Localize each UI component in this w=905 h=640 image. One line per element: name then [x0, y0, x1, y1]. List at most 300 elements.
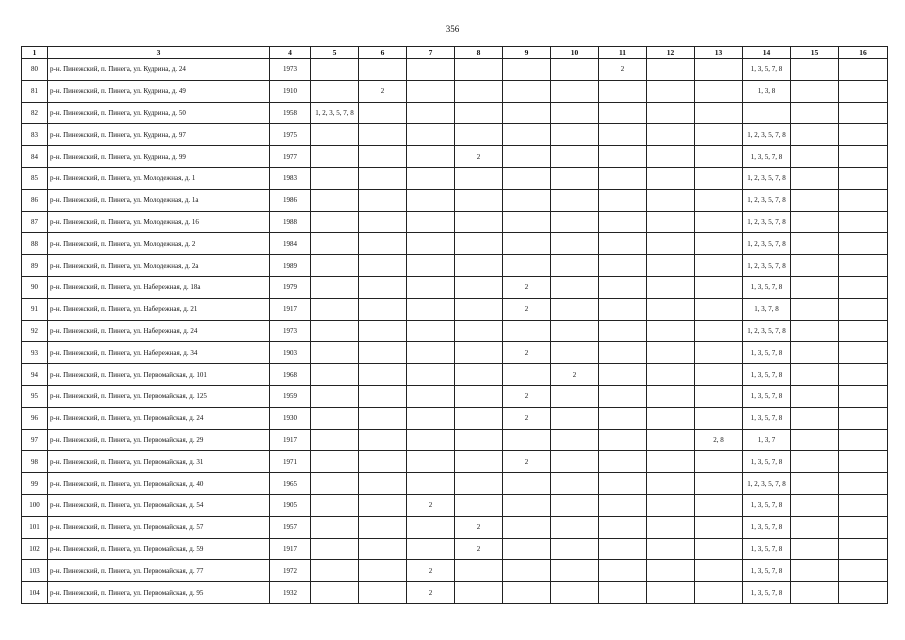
row-number-cell: 98 — [22, 451, 48, 473]
address-cell: р-н. Пинежский, п. Пинега, ул. Кудрина, д. 24 — [48, 59, 270, 81]
table-cell — [839, 538, 888, 560]
table-cell — [407, 146, 455, 168]
table-row — [22, 189, 888, 211]
table-row — [22, 385, 888, 407]
table-cell: 2 — [359, 80, 407, 102]
address-cell: р-н. Пинежский, п. Пинега, ул. Молодежная, д. 2а — [48, 255, 270, 277]
table-cell — [311, 255, 359, 277]
year-cell: 1973 — [270, 59, 311, 81]
table-cell — [599, 189, 647, 211]
table-cell — [791, 189, 839, 211]
table-cell: 2 — [503, 451, 551, 473]
table-cell — [599, 124, 647, 146]
table-cell — [599, 342, 647, 364]
table-cell — [599, 385, 647, 407]
table-cell — [455, 560, 503, 582]
column-header: 4 — [270, 47, 311, 59]
row-number-cell: 80 — [22, 59, 48, 81]
column-header: 14 — [743, 47, 791, 59]
row-number-cell: 85 — [22, 167, 48, 189]
table-cell — [407, 211, 455, 233]
table-cell — [503, 560, 551, 582]
table-cell — [407, 80, 455, 102]
table-row — [22, 255, 888, 277]
table-cell — [839, 494, 888, 516]
table-cell — [695, 320, 743, 342]
table-cell: 1, 2, 3, 5, 7, 8 — [311, 102, 359, 124]
address-cell: р-н. Пинежский, п. Пинега, ул. Молодежная, д. 1а — [48, 189, 270, 211]
row-number-cell: 93 — [22, 342, 48, 364]
table-cell — [839, 255, 888, 277]
table-cell — [839, 516, 888, 538]
table-cell — [695, 124, 743, 146]
table-cell — [599, 167, 647, 189]
table-cell — [695, 385, 743, 407]
table-cell: 1, 3, 5, 7, 8 — [743, 364, 791, 386]
table-cell — [599, 80, 647, 102]
table-cell — [311, 451, 359, 473]
address-cell: р-н. Пинежский, п. Пинега, ул. Первомайская, д. 125 — [48, 385, 270, 407]
year-cell: 1968 — [270, 364, 311, 386]
table-cell: 1, 2, 3, 5, 7, 8 — [743, 167, 791, 189]
table-cell: 2 — [599, 59, 647, 81]
table-cell — [695, 560, 743, 582]
table-cell — [455, 59, 503, 81]
row-number-cell: 101 — [22, 516, 48, 538]
table-cell — [695, 298, 743, 320]
table-cell — [551, 59, 599, 81]
table-row — [22, 146, 888, 168]
table-cell — [503, 189, 551, 211]
table-cell — [311, 494, 359, 516]
table-cell — [359, 407, 407, 429]
table-cell — [503, 364, 551, 386]
address-cell: р-н. Пинежский, п. Пинега, ул. Первомайская, д. 57 — [48, 516, 270, 538]
table-cell — [503, 233, 551, 255]
column-header: 6 — [359, 47, 407, 59]
table-row — [22, 80, 888, 102]
year-cell: 1917 — [270, 429, 311, 451]
table-cell — [503, 582, 551, 604]
table-cell: 1, 3, 5, 7, 8 — [743, 385, 791, 407]
table-row — [22, 560, 888, 582]
table-cell: 2 — [503, 385, 551, 407]
row-number-cell: 92 — [22, 320, 48, 342]
table-cell: 1, 3, 5, 7, 8 — [743, 560, 791, 582]
address-cell: р-н. Пинежский, п. Пинега, ул. Набережная, д. 21 — [48, 298, 270, 320]
column-header: 10 — [551, 47, 599, 59]
table-cell — [311, 211, 359, 233]
table-cell — [455, 342, 503, 364]
table-cell — [359, 233, 407, 255]
year-cell: 1973 — [270, 320, 311, 342]
table-cell — [839, 233, 888, 255]
table-cell: 1, 3, 5, 7, 8 — [743, 582, 791, 604]
page-number: 356 — [445, 24, 460, 34]
year-cell: 1917 — [270, 538, 311, 560]
table-cell: 2 — [455, 516, 503, 538]
table-cell — [311, 298, 359, 320]
table-cell — [359, 385, 407, 407]
table-cell — [311, 80, 359, 102]
table-cell — [695, 102, 743, 124]
table-cell — [695, 516, 743, 538]
year-cell: 1903 — [270, 342, 311, 364]
table-cell — [599, 473, 647, 495]
table-cell — [839, 211, 888, 233]
table-cell — [647, 211, 695, 233]
table-cell — [407, 102, 455, 124]
table-cell — [503, 102, 551, 124]
table-cell — [695, 451, 743, 473]
table-cell — [791, 298, 839, 320]
year-cell: 1959 — [270, 385, 311, 407]
table-cell — [791, 124, 839, 146]
table-row — [22, 516, 888, 538]
table-cell — [359, 276, 407, 298]
table-cell — [599, 582, 647, 604]
table-cell — [599, 211, 647, 233]
address-cell: р-н. Пинежский, п. Пинега, ул. Молодежная, д. 2 — [48, 233, 270, 255]
row-number-cell: 97 — [22, 429, 48, 451]
table-cell: 1, 3, 7 — [743, 429, 791, 451]
table-cell — [359, 255, 407, 277]
table-cell — [455, 385, 503, 407]
address-cell: р-н. Пинежский, п. Пинега, ул. Первомайская, д. 77 — [48, 560, 270, 582]
table-row — [22, 429, 888, 451]
table-cell — [503, 538, 551, 560]
table-cell — [647, 189, 695, 211]
table-cell — [551, 429, 599, 451]
table-cell — [599, 255, 647, 277]
table-cell — [647, 80, 695, 102]
table-cell — [599, 146, 647, 168]
year-cell: 1977 — [270, 146, 311, 168]
address-cell: р-н. Пинежский, п. Пинега, ул. Кудрина, д. 49 — [48, 80, 270, 102]
row-number-cell: 89 — [22, 255, 48, 277]
table-body — [22, 59, 888, 604]
table-cell — [359, 538, 407, 560]
table-cell — [407, 189, 455, 211]
table-cell — [551, 80, 599, 102]
row-number-cell: 83 — [22, 124, 48, 146]
table-cell — [839, 429, 888, 451]
table-row — [22, 364, 888, 386]
table-cell — [503, 59, 551, 81]
table-cell — [455, 364, 503, 386]
table-cell — [311, 189, 359, 211]
table-row — [22, 298, 888, 320]
column-header: 3 — [48, 47, 270, 59]
table-cell — [599, 494, 647, 516]
table-cell: 1, 2, 3, 5, 7, 8 — [743, 320, 791, 342]
address-cell: р-н. Пинежский, п. Пинега, ул. Набережная, д. 18а — [48, 276, 270, 298]
table-cell — [599, 233, 647, 255]
table-cell — [743, 102, 791, 124]
table-cell: 2 — [407, 560, 455, 582]
address-cell: р-н. Пинежский, п. Пинега, ул. Первомайская, д. 59 — [48, 538, 270, 560]
table-cell — [599, 407, 647, 429]
table-cell — [647, 102, 695, 124]
table-cell — [647, 538, 695, 560]
table-cell — [359, 124, 407, 146]
registry-table — [21, 46, 888, 604]
table-cell — [311, 538, 359, 560]
table-cell — [599, 364, 647, 386]
table-cell — [695, 233, 743, 255]
table-cell: 1, 3, 5, 7, 8 — [743, 59, 791, 81]
table-cell — [695, 189, 743, 211]
year-cell: 1958 — [270, 102, 311, 124]
table-cell: 2 — [455, 538, 503, 560]
year-cell: 1984 — [270, 233, 311, 255]
table-cell: 1, 3, 8 — [743, 80, 791, 102]
table-cell — [311, 167, 359, 189]
table-cell: 1, 3, 5, 7, 8 — [743, 516, 791, 538]
address-cell: р-н. Пинежский, п. Пинега, ул. Кудрина, д. 50 — [48, 102, 270, 124]
table-cell — [551, 560, 599, 582]
table-cell — [647, 582, 695, 604]
table-cell: 1, 3, 5, 7, 8 — [743, 538, 791, 560]
table-cell: 1, 2, 3, 5, 7, 8 — [743, 189, 791, 211]
table-cell — [359, 364, 407, 386]
table-cell — [359, 102, 407, 124]
row-number-cell: 86 — [22, 189, 48, 211]
table-cell — [839, 582, 888, 604]
table-cell — [839, 385, 888, 407]
table-cell — [695, 255, 743, 277]
table-cell — [647, 494, 695, 516]
year-cell: 1975 — [270, 124, 311, 146]
address-cell: р-н. Пинежский, п. Пинега, ул. Молодежная, д. 16 — [48, 211, 270, 233]
table-cell — [407, 276, 455, 298]
table-cell — [551, 167, 599, 189]
table-cell — [695, 80, 743, 102]
table-cell — [647, 255, 695, 277]
table-cell — [839, 102, 888, 124]
table-cell — [359, 146, 407, 168]
table-cell — [359, 167, 407, 189]
table-cell — [791, 451, 839, 473]
row-number-cell: 88 — [22, 233, 48, 255]
table-cell — [311, 385, 359, 407]
row-number-cell: 96 — [22, 407, 48, 429]
table-cell: 1, 3, 5, 7, 8 — [743, 146, 791, 168]
table-cell — [647, 167, 695, 189]
table-cell — [311, 124, 359, 146]
table-cell — [551, 146, 599, 168]
table-cell — [407, 233, 455, 255]
table-row — [22, 124, 888, 146]
table-row — [22, 342, 888, 364]
table-cell — [839, 451, 888, 473]
table-cell — [503, 255, 551, 277]
table-cell — [311, 320, 359, 342]
table-cell — [839, 473, 888, 495]
table-cell — [599, 320, 647, 342]
table-cell — [551, 233, 599, 255]
table-cell — [599, 298, 647, 320]
column-header: 15 — [791, 47, 839, 59]
table-cell — [311, 146, 359, 168]
table-cell — [455, 429, 503, 451]
table-cell — [407, 473, 455, 495]
table-cell — [791, 276, 839, 298]
table-cell — [551, 255, 599, 277]
table-cell — [791, 582, 839, 604]
table-cell — [647, 385, 695, 407]
table-cell — [599, 451, 647, 473]
table-cell — [551, 494, 599, 516]
table-cell — [839, 364, 888, 386]
table-cell — [791, 146, 839, 168]
table-cell — [455, 494, 503, 516]
table-cell — [455, 102, 503, 124]
row-number-cell: 99 — [22, 473, 48, 495]
table-row — [22, 233, 888, 255]
table-cell — [551, 473, 599, 495]
table-row — [22, 407, 888, 429]
address-cell: р-н. Пинежский, п. Пинега, ул. Первомайская, д. 31 — [48, 451, 270, 473]
table-cell — [839, 146, 888, 168]
table-cell — [695, 146, 743, 168]
table-cell — [359, 59, 407, 81]
table-cell — [455, 189, 503, 211]
table-cell — [407, 385, 455, 407]
table-cell — [359, 342, 407, 364]
table-cell — [311, 364, 359, 386]
table-cell — [407, 516, 455, 538]
address-cell: р-н. Пинежский, п. Пинега, ул. Кудрина, д. 99 — [48, 146, 270, 168]
table-cell — [311, 473, 359, 495]
table-cell — [503, 146, 551, 168]
year-cell: 1905 — [270, 494, 311, 516]
table-cell — [791, 364, 839, 386]
table-cell — [407, 298, 455, 320]
table-cell — [311, 59, 359, 81]
year-cell: 1972 — [270, 560, 311, 582]
table-cell — [359, 494, 407, 516]
address-cell: р-н. Пинежский, п. Пинега, ул. Первомайская, д. 29 — [48, 429, 270, 451]
table-cell — [599, 560, 647, 582]
table-cell — [599, 102, 647, 124]
table-cell — [551, 189, 599, 211]
table-cell: 1, 2, 3, 5, 7, 8 — [743, 211, 791, 233]
table-cell — [407, 255, 455, 277]
table-cell: 2 — [503, 342, 551, 364]
table-cell — [647, 124, 695, 146]
table-row — [22, 276, 888, 298]
table-cell — [791, 342, 839, 364]
year-cell: 1932 — [270, 582, 311, 604]
table-cell — [551, 451, 599, 473]
table-cell — [695, 211, 743, 233]
table-cell — [791, 473, 839, 495]
table-cell — [359, 298, 407, 320]
table-cell — [695, 276, 743, 298]
table-cell — [455, 451, 503, 473]
header-row — [22, 47, 888, 59]
table-cell — [791, 429, 839, 451]
table-cell: 2 — [407, 494, 455, 516]
address-cell: р-н. Пинежский, п. Пинега, ул. Первомайская, д. 40 — [48, 473, 270, 495]
table-cell — [839, 342, 888, 364]
table-cell — [359, 429, 407, 451]
table-cell — [503, 516, 551, 538]
table-cell — [695, 342, 743, 364]
table-cell — [791, 102, 839, 124]
table-cell — [455, 582, 503, 604]
table-cell — [455, 80, 503, 102]
year-cell: 1930 — [270, 407, 311, 429]
table-cell: 1, 2, 3, 5, 7, 8 — [743, 233, 791, 255]
table-cell: 1, 3, 5, 7, 8 — [743, 494, 791, 516]
row-number-cell: 87 — [22, 211, 48, 233]
row-number-cell: 82 — [22, 102, 48, 124]
address-cell: р-н. Пинежский, п. Пинега, ул. Набережная, д. 24 — [48, 320, 270, 342]
year-cell: 1988 — [270, 211, 311, 233]
table-cell — [791, 233, 839, 255]
table-cell — [551, 320, 599, 342]
table-cell — [407, 342, 455, 364]
table-cell — [599, 516, 647, 538]
table-cell — [407, 320, 455, 342]
table-cell — [551, 124, 599, 146]
table-cell: 2 — [503, 298, 551, 320]
table-cell — [839, 560, 888, 582]
table-cell: 2 — [455, 146, 503, 168]
table-cell — [311, 407, 359, 429]
row-number-cell: 84 — [22, 146, 48, 168]
table-cell — [455, 211, 503, 233]
table-row — [22, 451, 888, 473]
table-cell — [647, 407, 695, 429]
table-cell — [839, 276, 888, 298]
address-cell: р-н. Пинежский, п. Пинега, ул. Первомайская, д. 54 — [48, 494, 270, 516]
table-cell — [695, 364, 743, 386]
table-cell — [503, 429, 551, 451]
table-cell — [455, 255, 503, 277]
table-cell — [311, 233, 359, 255]
table-cell — [551, 211, 599, 233]
table-cell — [791, 255, 839, 277]
table-cell: 1, 3, 5, 7, 8 — [743, 407, 791, 429]
table-cell — [359, 189, 407, 211]
table-cell — [791, 494, 839, 516]
table-cell — [791, 560, 839, 582]
table-cell — [359, 473, 407, 495]
row-number-cell: 103 — [22, 560, 48, 582]
column-header: 11 — [599, 47, 647, 59]
column-header: 12 — [647, 47, 695, 59]
table-cell — [551, 342, 599, 364]
table-cell — [455, 233, 503, 255]
table-cell — [503, 80, 551, 102]
table-cell — [455, 276, 503, 298]
address-cell: р-н. Пинежский, п. Пинега, ул. Первомайская, д. 101 — [48, 364, 270, 386]
row-number-cell: 94 — [22, 364, 48, 386]
year-cell: 1910 — [270, 80, 311, 102]
table-cell — [695, 407, 743, 429]
table-cell — [551, 102, 599, 124]
address-cell: р-н. Пинежский, п. Пинега, ул. Набережная, д. 34 — [48, 342, 270, 364]
table-cell — [551, 582, 599, 604]
table-cell — [455, 124, 503, 146]
table-cell: 1, 2, 3, 5, 7, 8 — [743, 124, 791, 146]
table-cell — [695, 473, 743, 495]
table-cell — [359, 582, 407, 604]
table-cell — [599, 429, 647, 451]
